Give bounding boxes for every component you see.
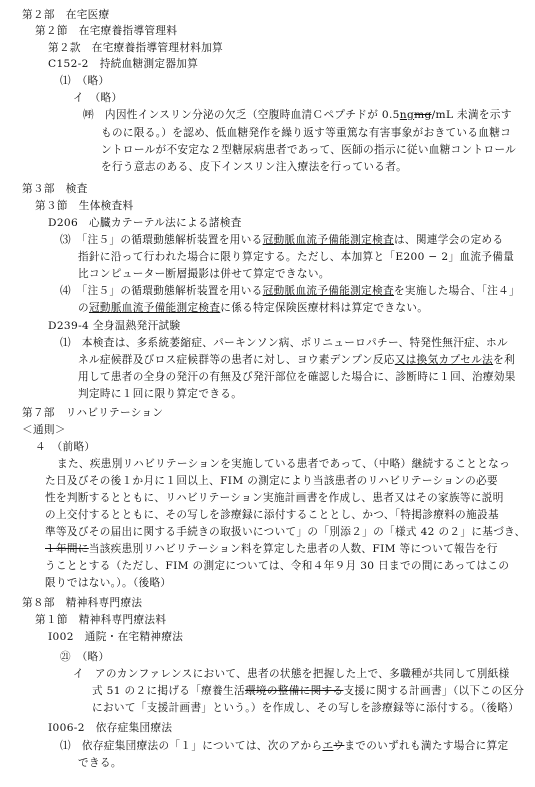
part-heading: 第２部 在宅医療 (22, 9, 110, 21)
body-line: ⑴ 本検査は、多系統萎縮症、パーキンソン病、ポリニューロパチー、特発性無汗症、ホル (60, 337, 508, 349)
body-line: の上交付するとともに、その写しを診療録に添付することとし、かつ、「特掲診療料の施設基 (45, 509, 499, 521)
clause-number: ４ （前略） (35, 441, 96, 453)
section-heading: 第２節 在宅療養指導管理料 (35, 25, 178, 37)
body-line: うこととする（ただし、FIM の測定については、令和４年９月 30 日までの間にあってはこの (45, 560, 510, 572)
part-heading: 第３部 検査 (22, 183, 88, 195)
item-code-heading: I002 通院・在宅精神療法 (48, 631, 184, 643)
body-line: 判定時に１回に限り算定できる。 (78, 388, 243, 400)
article-heading: 第２款 在宅療養指導管理材料加算 (48, 42, 224, 54)
section-heading: 第３節 生体検査料 (35, 200, 134, 212)
body-line: た日及びその後１か月に１回以上、FIM の測定により当該患者のリハビリテーションの必要 (45, 475, 498, 487)
item-code-heading: C152-2 持続血糖測定器加算 (48, 58, 199, 70)
body-line: ⑴ 依存症集団療法の「１」については、次のアからエウまでのいずれも満たす場合に算定 (60, 740, 509, 752)
body-line: ントロールが不安定な２型糖尿病患者であって、医師の指示に従い血糖コントロール (101, 144, 517, 156)
clause-number: ⑴ （略） (60, 75, 110, 87)
body-line: 指針に沿って行われた場合に限り算定する。ただし、本加算と「E200 − 2」血流予備量 (78, 251, 515, 263)
body-line: ネル症候群及びロス症候群等の患者に対し、ヨウ素デンプン反応又は換気カプセル法を利 (78, 354, 516, 366)
clause-number: ㉑ （略） (60, 651, 110, 663)
body-line: を行う意志のある、皮下インスリン注入療法を行っている者。 (101, 161, 408, 173)
body-line: １年間に当該疾患別リハビリテーション料を算定した患者の人数、FIM 等について報告を行 (45, 543, 498, 555)
body-line: において「支援計画書」という。）を作成し、その写しを診療録等に添付する。（後略） (92, 702, 520, 714)
item-code-heading: D239-4 全身温熱発汗試験 (48, 320, 181, 332)
body-line: できる。 (78, 757, 122, 769)
body-line: 式 51 の２に掲げる「療養生活環境の整備に関する支援に関する計画書」（以下この区分 (92, 685, 525, 697)
body-line: 比コンピューター断層撮影は併せて算定できない。 (78, 268, 330, 280)
section-heading: ＜通則＞ (22, 424, 66, 436)
body-line: ⑷ 「注５」の循環動態解析装置を用いる冠動脈血流予備能測定検査を実施した場合、「注４」 (60, 285, 520, 297)
body-line: 限りではない。）。（後略） (45, 577, 172, 589)
item-code-heading: I006-2 依存症集団療法 (48, 722, 173, 734)
part-heading: 第７部 リハビリテーション (22, 407, 164, 419)
body-line: また、疾患別リハビリテーションを実施している患者であって、（中略）継続することとなっ (57, 458, 511, 470)
body-line: ものに限る。）を認め、低血糖発作を繰り返す等重篤な有害事象がおきている血糖コ (101, 127, 512, 139)
body-line: 準等及びその届出に関する手続きの取扱いについて」の「別添２」の「様式 42 の２」に基づき、 (45, 526, 526, 538)
item-code-heading: D206 心臓カテーテル法による諸検査 (48, 217, 242, 229)
body-line: ⑶ 「注５」の循環動態解析装置を用いる冠動脈血流予備能測定検査は、関連学会の定める (60, 234, 504, 246)
body-line: ㈺ 内因性インスリン分泌の欠乏（空腹時血清Ｃペプチドが 0.5ngmg/mL 未満を示す (83, 109, 512, 121)
body-line: の冠動脈血流予備能測定検査に係る特定保険医療材料は算定できない。 (78, 302, 429, 314)
section-heading: 第１節 精神科専門療法料 (35, 614, 167, 626)
body-line: イ アのカンファレンスにおいて、患者の状態を把握した上で、多職種が共同して別紙様 (73, 668, 510, 680)
sub-clause-label: イ （略） (73, 92, 123, 104)
body-line: 性を判断するとともに、リハビリテーション実施計画書を作成し、患者又はその家族等に説明 (45, 492, 504, 504)
part-heading: 第８部 精神科専門療法 (22, 597, 143, 609)
body-line: 用して患者の全身の発汗の有無及び発汗部位を確認した場合に、診断時に１回、治療効果 (78, 371, 516, 383)
